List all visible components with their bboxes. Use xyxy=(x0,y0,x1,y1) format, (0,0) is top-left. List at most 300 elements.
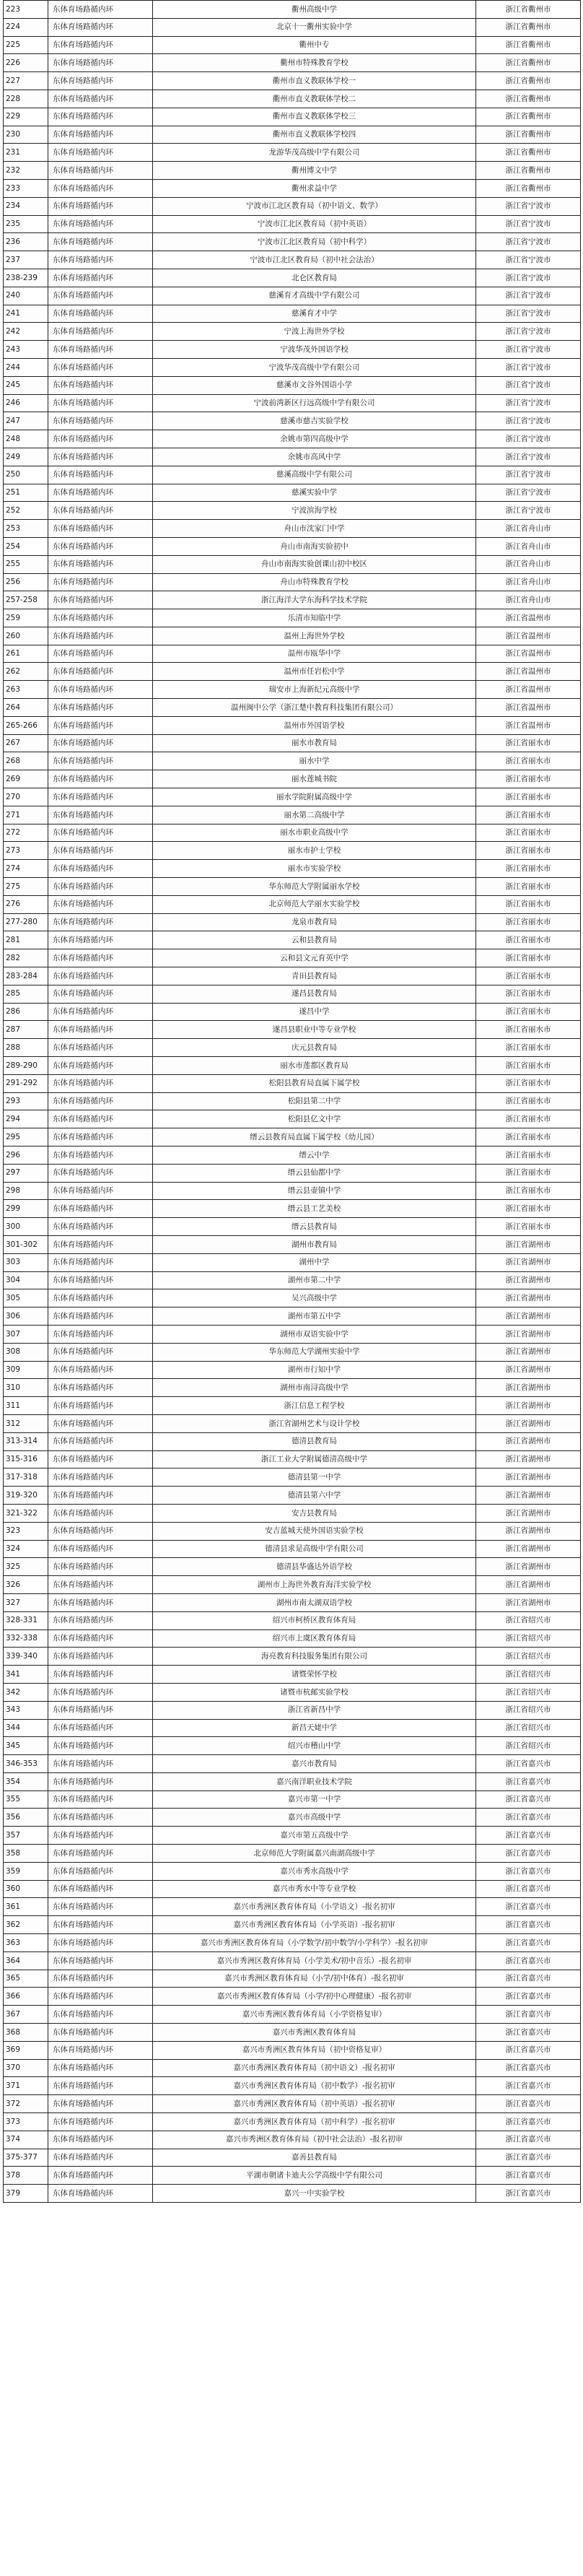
school-name: 嘉兴市秀洲区教育体育局（初中数学）-报名初审 xyxy=(153,2077,476,2095)
table-row xyxy=(4,54,581,72)
table-row xyxy=(4,734,581,752)
booth-area: 东体育场路循内环 xyxy=(48,1827,153,1845)
table-row xyxy=(4,1737,581,1755)
school-city: 浙江省绍兴市 xyxy=(476,1666,581,1684)
booth-number: 249 xyxy=(4,448,48,466)
table-row xyxy=(4,1235,581,1253)
school-name: 嘉兴市第一中学 xyxy=(153,1790,476,1809)
school-city: 浙江省衢州市 xyxy=(476,72,581,90)
booth-area: 东体育场路循内环 xyxy=(48,1200,153,1218)
booth-area: 东体育场路循内环 xyxy=(48,2149,153,2167)
school-city: 浙江省丽水市 xyxy=(476,770,581,788)
school-name: 安吉县教育局 xyxy=(153,1504,476,1522)
school-city: 浙江省嘉兴市 xyxy=(476,2113,581,2131)
booth-area: 东体育场路循内环 xyxy=(48,1057,153,1075)
school-name: 丽水市职业高级中学 xyxy=(153,824,476,842)
booth-number: 276 xyxy=(4,895,48,913)
booth-area: 东体育场路循内环 xyxy=(48,1790,153,1809)
booth-area: 东体育场路循内环 xyxy=(48,1146,153,1165)
school-city: 浙江省嘉兴市 xyxy=(476,2006,581,2024)
table-row xyxy=(4,430,581,448)
school-city: 浙江省宁波市 xyxy=(476,269,581,287)
booth-area: 东体育场路循内环 xyxy=(48,2167,153,2185)
school-name: 舟山市特殊教育学校 xyxy=(153,573,476,591)
school-name: 宁波市江北区教育局（初中科学） xyxy=(153,233,476,251)
school-city: 浙江省衢州市 xyxy=(476,1,581,19)
booth-number: 368 xyxy=(4,2024,48,2042)
school-name: 北仑区教育局 xyxy=(153,269,476,287)
school-name: 丽水第二高级中学 xyxy=(153,806,476,824)
school-city: 浙江省湖州市 xyxy=(476,1253,581,1271)
school-name: 湖州市南太湖双语学校 xyxy=(153,1593,476,1611)
booth-area: 东体育场路循内环 xyxy=(48,54,153,72)
school-name: 湖州市行知中学 xyxy=(153,1361,476,1379)
booth-number: 236 xyxy=(4,233,48,251)
school-name: 嘉兴市秀洲区教育体育局（小学/初中心理健康）-报名初审 xyxy=(153,1988,476,2006)
table-row xyxy=(4,1772,581,1790)
school-name: 华东师范大学湖州实验中学 xyxy=(153,1343,476,1361)
school-name: 浙江海洋大学东海科学技术学院 xyxy=(153,591,476,609)
school-city: 浙江省湖州市 xyxy=(476,1576,581,1594)
school-city: 浙江省湖州市 xyxy=(476,1558,581,1576)
school-name: 宁波华茂外国语学校 xyxy=(153,341,476,359)
school-city: 浙江省丽水市 xyxy=(476,806,581,824)
school-city: 浙江省舟山市 xyxy=(476,573,581,591)
school-city: 浙江省丽水市 xyxy=(476,967,581,985)
booth-area: 东体育场路循内环 xyxy=(48,233,153,251)
booth-area: 东体育场路循内环 xyxy=(48,645,153,663)
booth-number: 263 xyxy=(4,681,48,699)
booth-number: 270 xyxy=(4,788,48,806)
booth-number: 233 xyxy=(4,179,48,197)
booth-number: 247 xyxy=(4,412,48,430)
school-city: 浙江省宁波市 xyxy=(476,323,581,341)
table-row xyxy=(4,341,581,359)
booth-number: 242 xyxy=(4,323,48,341)
table-row xyxy=(4,412,581,430)
table-row xyxy=(4,1289,581,1307)
booth-number: 238-239 xyxy=(4,269,48,287)
booth-area: 东体育场路循内环 xyxy=(48,985,153,1003)
booth-area: 东体育场路循内环 xyxy=(48,1487,153,1505)
booth-number: 223 xyxy=(4,1,48,19)
booth-number: 311 xyxy=(4,1397,48,1415)
school-name: 衢州市直义教联体学校四 xyxy=(153,126,476,144)
school-city: 浙江省丽水市 xyxy=(476,752,581,770)
school-name: 德清县第六中学 xyxy=(153,1487,476,1505)
booth-number: 291-292 xyxy=(4,1074,48,1092)
school-city: 浙江省嘉兴市 xyxy=(476,1988,581,2006)
booth-number: 264 xyxy=(4,699,48,717)
booth-area: 东体育场路循内环 xyxy=(48,394,153,412)
school-name: 余姚市高风中学 xyxy=(153,448,476,466)
booth-area: 东体育场路循内环 xyxy=(48,1432,153,1450)
school-city: 浙江省丽水市 xyxy=(476,1200,581,1218)
school-name: 嘉兴市秀洲区教育体育局（初中语文）-报名初审 xyxy=(153,2059,476,2077)
school-name: 嘉兴市秀洲区教育体育局（小学语文）-报名初审 xyxy=(153,1898,476,1916)
table-row xyxy=(4,1827,581,1845)
table-row xyxy=(4,1629,581,1648)
school-name: 嘉兴市秀洲区教育体育局（小学美术/初中音乐）-报名初审 xyxy=(153,1951,476,1970)
school-name: 衢州市特殊教育学校 xyxy=(153,54,476,72)
booth-number: 328-331 xyxy=(4,1611,48,1629)
school-name: 嘉兴市秀水高级中学 xyxy=(153,1862,476,1880)
table-row xyxy=(4,1487,581,1505)
school-city: 浙江省绍兴市 xyxy=(476,1611,581,1629)
table-row xyxy=(4,1898,581,1916)
booth-number: 250 xyxy=(4,466,48,484)
table-row xyxy=(4,2167,581,2185)
booth-number: 231 xyxy=(4,144,48,162)
booth-area: 东体育场路循内环 xyxy=(48,197,153,215)
school-name: 海亮教育科技服务集团有限公司 xyxy=(153,1648,476,1666)
table-row xyxy=(4,1970,581,1988)
school-name: 缙云县壶镇中学 xyxy=(153,1182,476,1200)
table-row xyxy=(4,1253,581,1271)
table-row xyxy=(4,1880,581,1898)
school-city: 浙江省嘉兴市 xyxy=(476,2131,581,2149)
school-city: 浙江省衢州市 xyxy=(476,126,581,144)
school-name: 衢州博文中学 xyxy=(153,162,476,180)
booth-area: 东体育场路循内环 xyxy=(48,1737,153,1755)
table-row xyxy=(4,1611,581,1629)
booth-number: 251 xyxy=(4,484,48,502)
table-row xyxy=(4,699,581,717)
school-name: 新昌天姥中学 xyxy=(153,1719,476,1737)
booth-area: 东体育场路循内环 xyxy=(48,734,153,752)
table-row xyxy=(4,949,581,967)
school-city: 浙江省丽水市 xyxy=(476,878,581,896)
booth-number: 240 xyxy=(4,287,48,305)
table-row xyxy=(4,1271,581,1289)
school-city: 浙江省衢州市 xyxy=(476,18,581,36)
school-city: 浙江省绍兴市 xyxy=(476,1683,581,1701)
table-row xyxy=(4,2149,581,2167)
school-city: 浙江省宁波市 xyxy=(476,376,581,394)
school-name: 丽水学院附属高级中学 xyxy=(153,788,476,806)
table-row xyxy=(4,1397,581,1415)
table-row xyxy=(4,2024,581,2042)
booth-number: 228 xyxy=(4,90,48,108)
booth-number: 299 xyxy=(4,1200,48,1218)
school-name: 嘉兴市第五高级中学 xyxy=(153,1827,476,1845)
school-city: 浙江省宁波市 xyxy=(476,466,581,484)
school-city: 浙江省湖州市 xyxy=(476,1379,581,1397)
table-row xyxy=(4,2113,581,2131)
booth-number: 287 xyxy=(4,1021,48,1039)
school-name: 绍兴市柯桥区教育体育局 xyxy=(153,1611,476,1629)
booth-number: 310 xyxy=(4,1379,48,1397)
school-city: 浙江省湖州市 xyxy=(476,1325,581,1343)
booth-number: 326 xyxy=(4,1576,48,1594)
school-name: 温州市外国语学校 xyxy=(153,716,476,734)
school-city: 浙江省温州市 xyxy=(476,716,581,734)
booth-area: 东体育场路循内环 xyxy=(48,448,153,466)
school-city: 浙江省衢州市 xyxy=(476,108,581,126)
booth-number: 304 xyxy=(4,1271,48,1289)
booth-number: 269 xyxy=(4,770,48,788)
table-row xyxy=(4,806,581,824)
booth-number: 297 xyxy=(4,1164,48,1182)
school-name: 舟山市沈家门中学 xyxy=(153,520,476,538)
school-name: 丽水莲城书院 xyxy=(153,770,476,788)
booth-area: 东体育场路循内环 xyxy=(48,1755,153,1773)
booth-area: 东体育场路循内环 xyxy=(48,358,153,376)
booth-number: 378 xyxy=(4,2167,48,2185)
booth-number: 344 xyxy=(4,1719,48,1737)
school-city: 浙江省嘉兴市 xyxy=(476,2149,581,2167)
booth-area: 东体育场路循内环 xyxy=(48,1235,153,1253)
table-row xyxy=(4,573,581,591)
school-name: 嘉兴市秀水中等专业学校 xyxy=(153,1880,476,1898)
school-city: 浙江省温州市 xyxy=(476,663,581,681)
booth-number: 343 xyxy=(4,1701,48,1719)
booth-number: 272 xyxy=(4,824,48,842)
booth-area: 东体育场路循内环 xyxy=(48,1128,153,1146)
booth-number: 364 xyxy=(4,1951,48,1970)
school-city: 浙江省丽水市 xyxy=(476,1039,581,1057)
table-row xyxy=(4,1,581,19)
table-row xyxy=(4,985,581,1003)
table-row xyxy=(4,537,581,555)
booth-area: 东体育场路循内环 xyxy=(48,609,153,627)
booth-number: 300 xyxy=(4,1218,48,1236)
table-row xyxy=(4,752,581,770)
booth-area: 东体育场路循内环 xyxy=(48,36,153,54)
school-city: 浙江省嘉兴市 xyxy=(476,1845,581,1863)
school-city: 浙江省丽水市 xyxy=(476,985,581,1003)
booth-area: 东体育场路循内环 xyxy=(48,2059,153,2077)
school-city: 浙江省舟山市 xyxy=(476,520,581,538)
booth-number: 355 xyxy=(4,1790,48,1809)
booth-area: 东体育场路循内环 xyxy=(48,108,153,126)
booth-area: 东体育场路循内环 xyxy=(48,824,153,842)
table-row xyxy=(4,287,581,305)
booth-area: 东体育场路循内环 xyxy=(48,1110,153,1128)
booth-area: 东体育场路循内环 xyxy=(48,842,153,860)
booth-area: 东体育场路循内环 xyxy=(48,699,153,717)
school-city: 浙江省嘉兴市 xyxy=(476,2059,581,2077)
booth-number: 359 xyxy=(4,1862,48,1880)
table-row xyxy=(4,72,581,90)
booth-area: 东体育场路循内环 xyxy=(48,1021,153,1039)
booth-area: 东体育场路循内环 xyxy=(48,1092,153,1110)
school-name: 瑞安市上海新纪元高级中学 xyxy=(153,681,476,699)
table-row xyxy=(4,716,581,734)
school-name: 舟山市南海实验创课山初中校区 xyxy=(153,555,476,573)
booth-number: 371 xyxy=(4,2077,48,2095)
table-row xyxy=(4,1504,581,1522)
school-name: 嘉兴市秀洲区教育体育局（初中资格复审） xyxy=(153,2041,476,2059)
table-row xyxy=(4,1361,581,1379)
booth-area: 东体育场路循内环 xyxy=(48,341,153,359)
school-name: 安吉蓝城天使外国语实验学校 xyxy=(153,1522,476,1540)
school-name: 云和县文元育英中学 xyxy=(153,949,476,967)
booth-number: 305 xyxy=(4,1289,48,1307)
school-name: 嘉兴一中实验学校 xyxy=(153,2185,476,2203)
booth-area: 东体育场路循内环 xyxy=(48,627,153,645)
booth-area: 东体育场路循内环 xyxy=(48,144,153,162)
table-row xyxy=(4,1755,581,1773)
booth-area: 东体育场路循内环 xyxy=(48,949,153,967)
booth-number: 283-284 xyxy=(4,967,48,985)
booth-area: 东体育场路循内环 xyxy=(48,126,153,144)
school-city: 浙江省嘉兴市 xyxy=(476,2077,581,2095)
school-city: 浙江省丽水市 xyxy=(476,734,581,752)
school-name: 诸暨荣怀学校 xyxy=(153,1666,476,1684)
school-name: 嘉善县教育局 xyxy=(153,2149,476,2167)
booth-number: 235 xyxy=(4,215,48,233)
booth-area: 东体育场路循内环 xyxy=(48,913,153,931)
booth-number: 252 xyxy=(4,502,48,520)
booth-area: 东体育场路循内环 xyxy=(48,2095,153,2113)
table-row xyxy=(4,1200,581,1218)
school-city: 浙江省丽水市 xyxy=(476,1092,581,1110)
table-row xyxy=(4,1576,581,1594)
school-city: 浙江省湖州市 xyxy=(476,1487,581,1505)
booth-number: 367 xyxy=(4,2006,48,2024)
school-city: 浙江省衢州市 xyxy=(476,90,581,108)
booth-number: 224 xyxy=(4,18,48,36)
booth-number: 306 xyxy=(4,1307,48,1326)
school-city: 浙江省湖州市 xyxy=(476,1504,581,1522)
school-city: 浙江省嘉兴市 xyxy=(476,1755,581,1773)
table-row xyxy=(4,663,581,681)
booth-area: 东体育场路循内环 xyxy=(48,251,153,269)
table-row xyxy=(4,323,581,341)
school-city: 浙江省宁波市 xyxy=(476,287,581,305)
booth-area: 东体育场路循内环 xyxy=(48,1325,153,1343)
school-city: 浙江省嘉兴市 xyxy=(476,1951,581,1970)
school-city: 浙江省绍兴市 xyxy=(476,1737,581,1755)
booth-number: 260 xyxy=(4,627,48,645)
booth-area: 东体育场路循内环 xyxy=(48,1164,153,1182)
school-city: 浙江省丽水市 xyxy=(476,949,581,967)
school-name: 嘉兴市秀洲区教育体育局（小学英语）-报名初审 xyxy=(153,1916,476,1934)
booth-area: 东体育场路循内环 xyxy=(48,1450,153,1468)
booth-area: 东体育场路循内环 xyxy=(48,1701,153,1719)
school-name: 遂昌县职业中等专业学校 xyxy=(153,1021,476,1039)
booth-area: 东体育场路循内环 xyxy=(48,1970,153,1988)
booth-number: 256 xyxy=(4,573,48,591)
booth-number: 327 xyxy=(4,1593,48,1611)
school-name: 宁波华茂高级中学有限公司 xyxy=(153,358,476,376)
booth-area: 东体育场路循内环 xyxy=(48,1719,153,1737)
booth-area: 东体育场路循内环 xyxy=(48,1253,153,1271)
table-row xyxy=(4,2131,581,2149)
school-name: 缙云县教育局 xyxy=(153,1218,476,1236)
booth-number: 265-266 xyxy=(4,716,48,734)
school-city: 浙江省丽水市 xyxy=(476,1021,581,1039)
school-city: 浙江省嘉兴市 xyxy=(476,1809,581,1827)
booth-number: 354 xyxy=(4,1772,48,1790)
table-row xyxy=(4,215,581,233)
school-name: 北京十一衢州实验中学 xyxy=(153,18,476,36)
table-row xyxy=(4,251,581,269)
booth-area: 东体育场路循内环 xyxy=(48,162,153,180)
table-row xyxy=(4,2185,581,2203)
school-name: 遂昌县教育局 xyxy=(153,985,476,1003)
table-row xyxy=(4,1379,581,1397)
table-row xyxy=(4,1110,581,1128)
table-row xyxy=(4,1414,581,1432)
table-row xyxy=(4,1790,581,1809)
booth-number: 301-302 xyxy=(4,1235,48,1253)
school-city: 浙江省嘉兴市 xyxy=(476,1772,581,1790)
booth-area: 东体育场路循内环 xyxy=(48,1988,153,2006)
school-city: 浙江省嘉兴市 xyxy=(476,2167,581,2185)
booth-number: 346-353 xyxy=(4,1755,48,1773)
school-city: 浙江省宁波市 xyxy=(476,251,581,269)
school-city: 浙江省温州市 xyxy=(476,645,581,663)
booth-number: 267 xyxy=(4,734,48,752)
table-row xyxy=(4,788,581,806)
school-city: 浙江省衢州市 xyxy=(476,162,581,180)
table-row xyxy=(4,1809,581,1827)
school-name: 吴兴高级中学 xyxy=(153,1289,476,1307)
booth-number: 259 xyxy=(4,609,48,627)
booth-number: 341 xyxy=(4,1666,48,1684)
booth-number: 363 xyxy=(4,1934,48,1952)
school-name: 宁波市江北区教育局（初中社会法治） xyxy=(153,251,476,269)
booth-area: 东体育场路循内环 xyxy=(48,90,153,108)
booth-area: 东体育场路循内环 xyxy=(48,931,153,949)
school-name: 宁波市江北区教育局（初中语文、数学） xyxy=(153,197,476,215)
school-city: 浙江省舟山市 xyxy=(476,537,581,555)
table-row xyxy=(4,681,581,699)
booth-number: 362 xyxy=(4,1916,48,1934)
school-city: 浙江省衢州市 xyxy=(476,179,581,197)
booth-area: 东体育场路循内环 xyxy=(48,412,153,430)
school-city: 浙江省湖州市 xyxy=(476,1540,581,1558)
school-name: 北京师范大学附属嘉兴南湖高级中学 xyxy=(153,1845,476,1863)
school-name: 浙江省湖州艺术与设计学校 xyxy=(153,1414,476,1432)
table-row xyxy=(4,305,581,323)
school-name: 松阳县教育局直属下属学校 xyxy=(153,1074,476,1092)
table-row xyxy=(4,197,581,215)
school-name: 龙泉市教育局 xyxy=(153,913,476,931)
table-row xyxy=(4,502,581,520)
booth-number: 315-316 xyxy=(4,1450,48,1468)
school-city: 浙江省嘉兴市 xyxy=(476,1970,581,1988)
booth-number: 246 xyxy=(4,394,48,412)
school-name: 绍兴市上虞区教育体育局 xyxy=(153,1629,476,1648)
booth-number: 229 xyxy=(4,108,48,126)
school-city: 浙江省湖州市 xyxy=(476,1522,581,1540)
booth-area: 东体育场路循内环 xyxy=(48,1343,153,1361)
school-name: 浙江信息工程学校 xyxy=(153,1397,476,1415)
booth-area: 东体育场路循内环 xyxy=(48,1003,153,1021)
booth-area: 东体育场路循内环 xyxy=(48,1379,153,1397)
table-row xyxy=(4,645,581,663)
booth-area: 东体育场路循内环 xyxy=(48,287,153,305)
booth-area: 东体育场路循内环 xyxy=(48,72,153,90)
school-name: 湖州中学 xyxy=(153,1253,476,1271)
table-row xyxy=(4,394,581,412)
school-name: 慈溪育才高级中学有限公司 xyxy=(153,287,476,305)
booth-number: 253 xyxy=(4,520,48,538)
school-city: 浙江省宁波市 xyxy=(476,394,581,412)
school-city: 浙江省湖州市 xyxy=(476,1593,581,1611)
school-name: 衢州高级中学 xyxy=(153,1,476,19)
school-name: 衢州市直义教联体学校三 xyxy=(153,108,476,126)
table-row xyxy=(4,878,581,896)
booth-area: 东体育场路循内环 xyxy=(48,895,153,913)
booth-number: 296 xyxy=(4,1146,48,1165)
school-name: 丽水市教育局 xyxy=(153,734,476,752)
booth-number: 241 xyxy=(4,305,48,323)
booth-area: 东体育场路循内环 xyxy=(48,2006,153,2024)
